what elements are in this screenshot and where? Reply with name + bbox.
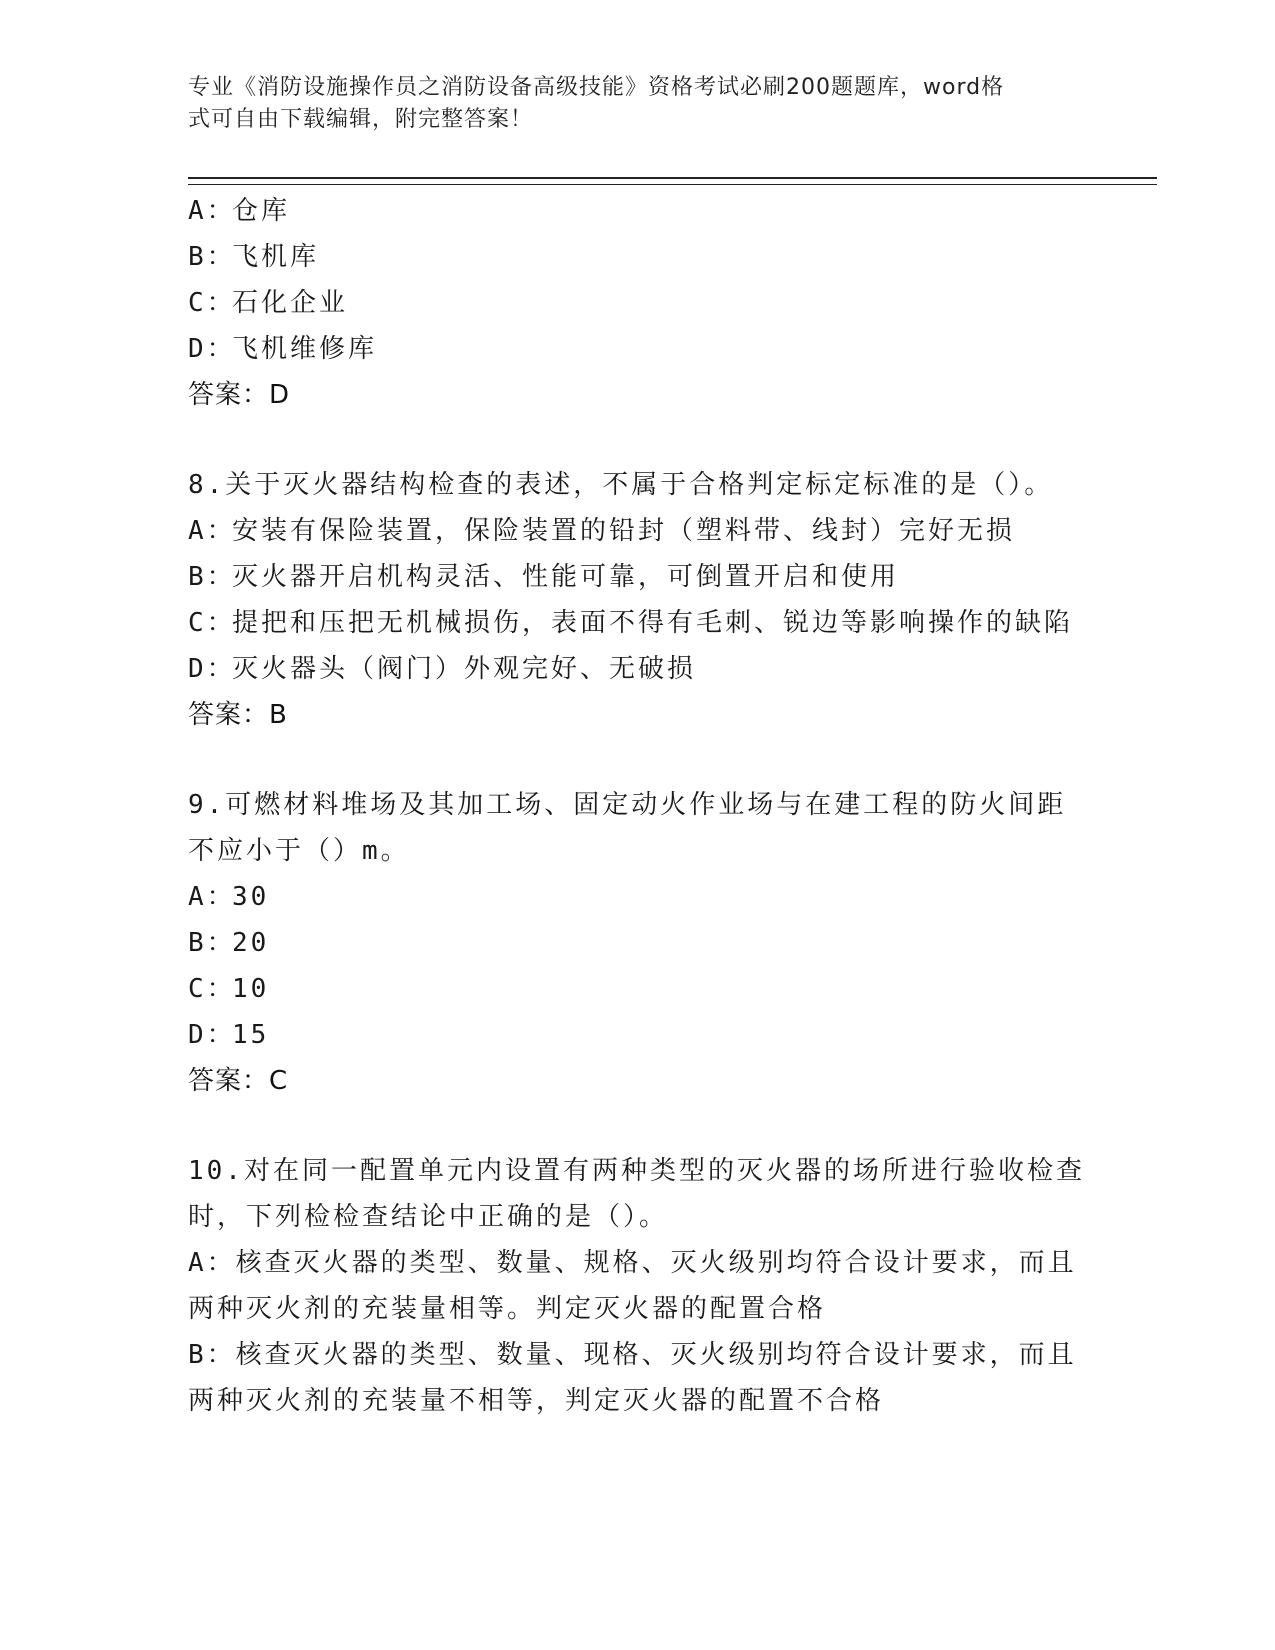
answer: 答案：D (188, 380, 291, 410)
option-b-line-2: 两种灭火剂的充装量不相等，判定灭火器的配置不合格 (188, 1386, 885, 1416)
answer: 答案：C (188, 1066, 289, 1096)
option-c: C：石化企业 (188, 288, 349, 318)
document-header (188, 72, 1068, 136)
question-10 (188, 1148, 1088, 1424)
question-7 (188, 188, 1088, 418)
option-c: C：提把和压把无机械损伤，表面不得有毛刺、锐边等影响操作的缺陷 (188, 608, 1074, 638)
option-a-line-1: A：核查灭火器的类型、数量、规格、灭火级别均符合设计要求，而且 (188, 1248, 1077, 1278)
header-line-1: 专业《消防设施操作员之消防设备高级技能》资格考试必刷200题题库，word格 (188, 75, 1005, 100)
header-line-2: 式可自由下载编辑，附完整答案！ (188, 107, 534, 132)
option-b: B：灭火器开启机构灵活、性能可靠，可倒置开启和使用 (188, 562, 900, 592)
question-stem-line-1: 9.可燃材料堆场及其加工场、固定动火作业场与在建工程的防火间距 (188, 790, 1067, 820)
option-d: D：灭火器头（阀门）外观完好、无破损 (188, 654, 697, 684)
option-a-line-2: 两种灭火剂的充装量相等。判定灭火器的配置合格 (188, 1294, 827, 1324)
option-b: B：20 (188, 928, 270, 958)
question-8 (188, 462, 1088, 738)
option-b-line-1: B：核查灭火器的类型、数量、现格、灭火级别均符合设计要求，而且 (188, 1340, 1077, 1370)
question-9 (188, 782, 1088, 1104)
option-a: A：仓库 (188, 196, 291, 226)
question-stem-line-2: 时，下列检检查结论中正确的是（）。 (188, 1202, 669, 1232)
answer: 答案：B (188, 700, 288, 730)
header-rule-thin (188, 184, 1157, 185)
option-b: B：飞机库 (188, 242, 320, 272)
header-rule-thick (188, 177, 1157, 179)
option-c: C：10 (188, 974, 270, 1004)
question-stem: 8.关于灭火器结构检查的表述，不属于合格判定标定标准的是（）。 (188, 470, 1054, 500)
question-stem-line-1: 10.对在同一配置单元内设置有两种类型的灭火器的场所进行验收检查 (188, 1156, 1085, 1186)
option-a: A：安装有保险装置，保险装置的铅封（塑料带、线封）完好无损 (188, 516, 1016, 546)
question-stem-line-2: 不应小于（）m。 (188, 836, 410, 866)
option-a: A：30 (188, 882, 270, 912)
option-d: D：15 (188, 1020, 270, 1050)
question-content (188, 188, 1088, 1424)
option-d: D：飞机维修库 (188, 334, 378, 364)
